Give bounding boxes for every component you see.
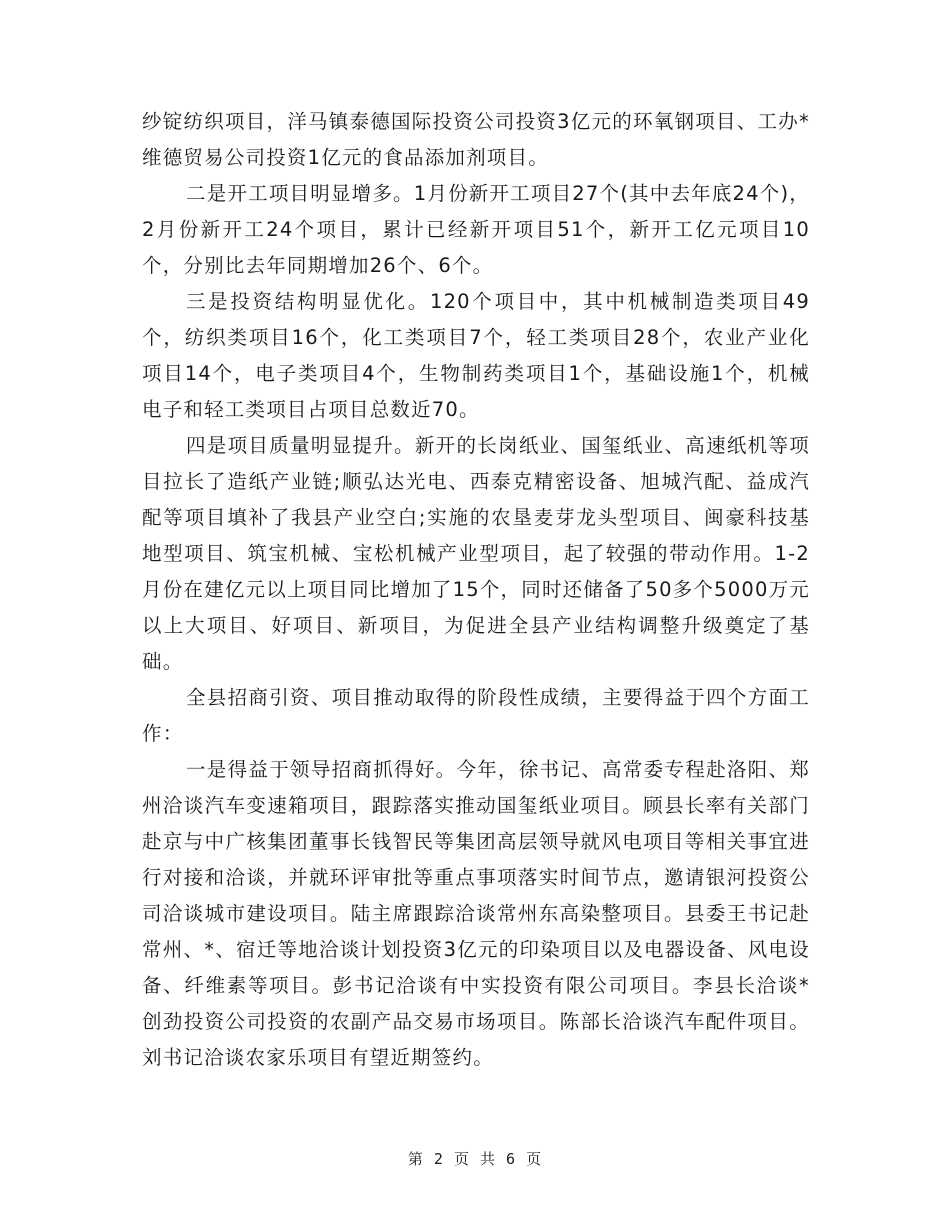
paragraph-4: 四是项目质量明显提升。新开的长岗纸业、国玺纸业、高速纸机等项目拉长了造纸产业链;顺弘达光电、西泰克精密设备、旭城汽配、益成汽配等项目填补了我县产业空白;实施的农垦麦芽龙头型项目、闽豪科技基地型项目、筑宝机械、宝松机械产业型项目，起了较强的带动作用。1-2月份在建亿元以上项目同比增加了15个，同时还储备了50多个5000万元以上大项目、好项目、新项目，为促进全县产业结构调整升级奠定了基础。 xyxy=(142,434,810,673)
paragraph-5: 全县招商引资、项目推动取得的阶段性成绩，主要得益于四个方面工作： xyxy=(142,686,810,745)
paragraph-2: 二是开工项目明显增多。1月份新开工项目27个(其中去年底24个)，2月份新开工24个项目，累计已经新开项目51个，新开工亿元项目10个，分别比去年同期增加26个、6个。 xyxy=(142,182,810,277)
page-prefix: 第 xyxy=(407,1150,424,1168)
page-current-number: 2 xyxy=(433,1150,444,1168)
page-suffix: 页 xyxy=(526,1150,543,1168)
paragraph-1: 纱锭纺织项目，洋马镇泰德国际投资公司投资3亿元的环氧钢项目、工办*维德贸易公司投资1亿元的食品添加剂项目。 xyxy=(142,110,810,169)
page-mid: 页 共 xyxy=(453,1150,497,1168)
page-footer xyxy=(0,1148,950,1169)
paragraph-6: 一是得益于领导招商抓得好。今年，徐书记、高常委专程赴洛阳、郑州洽谈汽车变速箱项目，跟踪落实推动国玺纸业项目。顾县长率有关部门赴京与中广核集团董事长钱智民等集团高层领导就风电项目等相关事宜进行对接和洽谈，并就环评审批等重点事项落实时间节点，邀请银河投资公司洽谈城市建设项目。陆主席跟踪洽谈常州东高染整项目。县委王书记赴常州、*、宿迁等地洽谈计划投资3亿元的印染项目以及电器设备、风电设备、纤维素等项目。彭书记洽谈有中实投资有限公司项目。李县长洽谈*创劲投资公司投资的农副产品交易市场项目。陈部长洽谈汽车配件项目。刘书记洽谈农家乐项目有望近期签约。 xyxy=(142,758,810,1069)
paragraph-3: 三是投资结构明显优化。120个项目中，其中机械制造类项目49个，纺织类项目16个，化工类项目7个，轻工类项目28个，农业产业化项目14个，电子类项目4个，生物制药类项目1个，基础设施1个，机械电子和轻工类项目占项目总数近70。 xyxy=(142,290,810,421)
page-total-number: 6 xyxy=(506,1150,517,1168)
document-body xyxy=(142,104,810,1076)
